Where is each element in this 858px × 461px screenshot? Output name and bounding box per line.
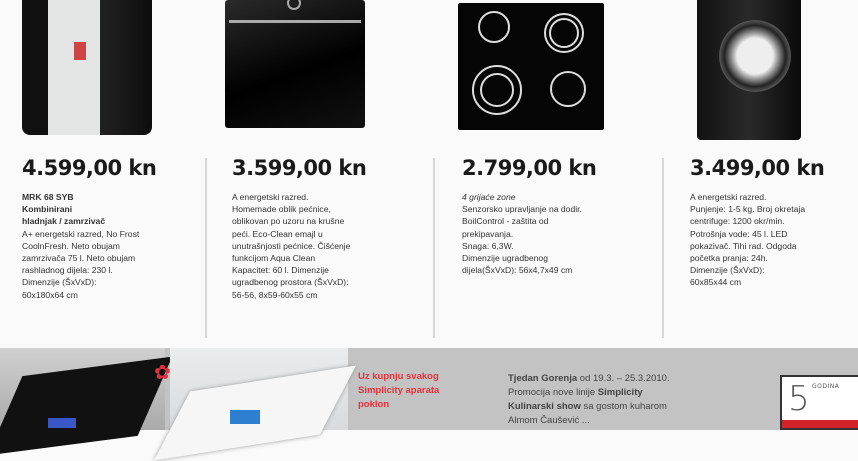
flower-icon: ✿	[154, 360, 171, 384]
desc-line: Snaga: 6,3W.	[462, 240, 514, 251]
promo-line: Simplicity aparata	[358, 385, 440, 396]
desc-line: Dimenzije (ŠxVxD):	[22, 277, 97, 288]
desc-line: Dimenzije (ŠxVxD):	[690, 265, 765, 276]
desc-line: 60x180x64 cm	[22, 289, 78, 300]
product-description	[462, 191, 647, 276]
desc-line: CoolnFresh. Neto obujam	[22, 240, 120, 251]
desc-line: zamrzivača 75 l. Neto obujam	[22, 253, 136, 264]
desc-line: 4 grijaće zone	[462, 192, 516, 202]
desc-line: unutrašnjosti pećnice. Čišćenje	[232, 240, 351, 251]
desc-line: Kapacitet: 60 l. Dimenzije	[232, 265, 329, 276]
event-dates: od 19.3. – 25.3.2010.	[579, 373, 670, 384]
desc-line: Homemade oblik pećnice,	[232, 204, 331, 215]
fridge-freezer-image	[22, 0, 152, 135]
desc-line: ugradbenog prostora (ŠxVxD):	[232, 277, 349, 288]
desc-line: A energetski razred.	[232, 192, 309, 202]
event-title: Tjedan Gorenja	[508, 373, 578, 384]
event-text-bold: Simplicity	[597, 387, 643, 398]
product-price: 3.499,00 kn	[690, 156, 825, 180]
oven-image	[225, 0, 365, 128]
promo-line: Uz kupnju svakog	[358, 371, 439, 382]
black-scale-image	[0, 348, 165, 430]
desc-line: A energetski razred.	[690, 192, 767, 202]
column-divider	[205, 158, 207, 338]
desc-line: prekipavanja.	[462, 228, 514, 239]
ceramic-hob-image	[458, 3, 604, 130]
desc-line: Senzorsko upravljanje na dodir.	[462, 204, 582, 215]
product-price: 2.799,00 kn	[462, 156, 597, 180]
desc-line: početka pranja: 24h.	[690, 253, 768, 264]
logo-word: GODINA	[812, 383, 840, 390]
desc-line: Punjenje: 1-5 kg. Broj okretaja	[690, 204, 806, 215]
anniversary-logo	[780, 375, 858, 430]
desc-line: pokazivač. Tihi rad. Odgoda	[690, 240, 797, 251]
product-price: 3.599,00 kn	[232, 156, 367, 180]
column-divider	[662, 158, 664, 338]
event-info	[508, 372, 778, 428]
desc-line: centrifuge: 1200 okr/min.	[690, 216, 785, 227]
desc-line: peći. Eco-Clean emajl u	[232, 228, 323, 239]
product-description	[232, 191, 417, 301]
product-description	[22, 191, 207, 301]
column-divider	[433, 158, 435, 338]
event-text: sa gostom kuharom	[583, 401, 667, 412]
desc-line: A+ energetski razred, No Frost	[22, 228, 140, 239]
event-text: Almom Čaušević ...	[508, 415, 590, 426]
event-text: Promocija nove linije	[508, 387, 596, 398]
desc-line: Dimenzije ugradbenog	[462, 253, 548, 264]
product-model: MRK 68 SYB	[22, 192, 74, 202]
product-description	[690, 191, 858, 289]
gift-promo-text	[358, 370, 439, 412]
white-scale-image	[170, 348, 348, 430]
desc-line: oblikovan po uzoru na krušne	[232, 216, 345, 227]
product-title: Kombinirani	[22, 204, 73, 215]
logo-number: 5	[788, 379, 810, 419]
washing-machine-image	[697, 0, 801, 140]
desc-line: BoilControl - zaštita od	[462, 216, 549, 227]
desc-line: 56-56, 8x59-60x55 cm	[232, 289, 318, 300]
desc-line: Potrošnja vode: 45 l. LED	[690, 228, 788, 239]
desc-line: funkcijom Aqua Clean	[232, 253, 316, 264]
event-text-bold: Kulinarski show	[508, 401, 581, 412]
product-price: 4.599,00 kn	[22, 156, 157, 180]
desc-line: dijela(ŠxVxD): 56x4,7x49 cm	[462, 265, 573, 276]
product-title: hladnjak / zamrzivač	[22, 216, 106, 227]
desc-line: rashladnog dijela: 230 l.	[22, 265, 113, 276]
desc-line: 60x85x44 cm	[690, 277, 742, 288]
promo-line: poklon	[358, 399, 390, 410]
